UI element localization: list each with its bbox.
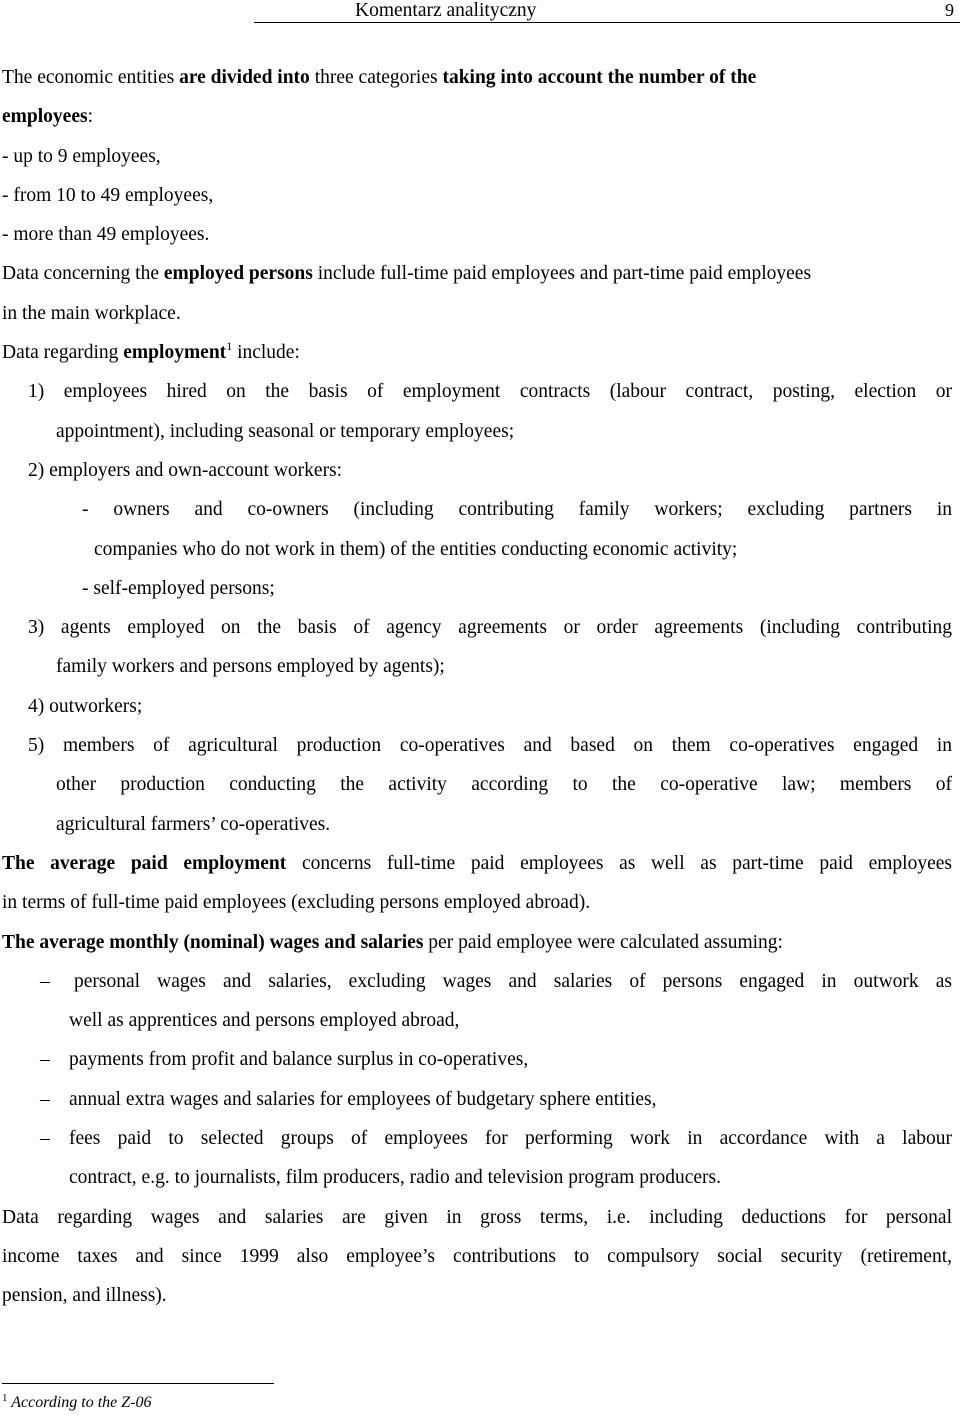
text-run: three categories bbox=[309, 67, 443, 88]
bold-text: The average monthly (nominal) wages and salaries bbox=[2, 931, 424, 953]
paragraph-line bbox=[2, 254, 952, 293]
paragraph-line: in terms of full-time paid employees (excluding persons employed abroad). bbox=[2, 892, 591, 914]
text-run: include: bbox=[232, 342, 300, 364]
dash-bullet: – bbox=[40, 1049, 50, 1071]
text-run: personal wages and salaries, excluding wages and salaries of persons engaged in outwork as bbox=[74, 970, 952, 992]
header-title: Komentarz analityczny bbox=[355, 0, 537, 21]
dash-bullet: – bbox=[40, 970, 50, 992]
footnote-reference[interactable]: 1 bbox=[226, 339, 233, 354]
sub-list-item: - self-employed persons; bbox=[82, 577, 275, 599]
text-run: Data concerning the bbox=[2, 263, 164, 285]
paragraph-line: in the main workplace. bbox=[2, 302, 181, 324]
list-item-continuation: other production conducting the activity according to the co-operative law; members of bbox=[56, 774, 952, 796]
paragraph-line bbox=[2, 923, 952, 962]
dash-bullet: – bbox=[40, 1128, 50, 1150]
sub-list-item-continuation: companies who do not work in them) of the entities conducting economic activity; bbox=[94, 538, 738, 560]
dash-list-item bbox=[2, 1040, 952, 1079]
document-body bbox=[2, 58, 952, 1316]
list-item: - up to 9 employees, bbox=[2, 145, 161, 167]
text-run: include full-time paid employees and part-time paid employees bbox=[312, 263, 812, 285]
dash-list-item bbox=[2, 962, 952, 1001]
footnote bbox=[2, 1394, 151, 1412]
list-item: - more than 49 employees. bbox=[2, 224, 210, 246]
dash-list-item-continuation: contract, e.g. to journalists, film producers, radio and television program producers. bbox=[69, 1167, 721, 1189]
page-header bbox=[0, 0, 960, 24]
bold-text: are divided into bbox=[179, 67, 310, 88]
list-item: 5) members of agricultural production co-operatives and based on them co-operatives engaged in bbox=[28, 735, 952, 757]
bold-text: employees bbox=[2, 106, 88, 128]
footnote-mark: 1 bbox=[2, 1392, 8, 1404]
bold-text: employed persons bbox=[163, 263, 313, 285]
paragraph-line bbox=[2, 97, 952, 136]
text-run: per paid employee were calculated assuming: bbox=[423, 931, 783, 953]
sub-list-item: - owners and co-owners (including contributing family workers; excluding partners in bbox=[82, 499, 952, 521]
list-item: 3) agents employed on the basis of agency agreements or order agreements (including contributing bbox=[28, 617, 952, 639]
list-item: 4) outworkers; bbox=[28, 695, 143, 717]
text-run: The economic entities bbox=[2, 67, 180, 88]
bold-text: The average paid employment bbox=[2, 852, 287, 874]
text-run: payments from profit and balance surplus in co-operatives, bbox=[69, 1049, 529, 1071]
text-run: : bbox=[87, 106, 93, 128]
paragraph-line: pension, and illness). bbox=[2, 1285, 167, 1307]
footnote-rule bbox=[2, 1383, 274, 1384]
list-item: 2) employers and own-account workers: bbox=[28, 459, 343, 481]
list-item-continuation: agricultural farmers’ co-operatives. bbox=[56, 813, 331, 835]
paragraph-line bbox=[2, 58, 952, 97]
dash-list-item bbox=[2, 1119, 952, 1158]
bold-text: taking into account the number of the bbox=[442, 67, 757, 88]
dash-list-item-continuation: well as apprentices and persons employed abroad, bbox=[69, 1010, 460, 1032]
paragraph-line: Data regarding wages and salaries are given in gross terms, i.e. including deductions for personal bbox=[2, 1206, 952, 1228]
header-rule bbox=[254, 22, 960, 23]
paragraph-line bbox=[2, 844, 952, 883]
dash-bullet: – bbox=[40, 1088, 50, 1110]
text-run: fees paid to selected groups of employees for performing work in accordance with a labour bbox=[69, 1128, 952, 1150]
text-run: concerns full-time paid employees as well as part-time paid employees bbox=[286, 852, 952, 874]
list-item: - from 10 to 49 employees, bbox=[2, 184, 214, 206]
text-run: Data regarding bbox=[2, 342, 124, 364]
paragraph-line bbox=[2, 333, 952, 372]
footnote-text: According to the Z-06 bbox=[7, 1394, 152, 1411]
dash-list-item bbox=[2, 1080, 952, 1119]
page-number: 9 bbox=[945, 0, 954, 20]
paragraph-line: income taxes and since 1999 also employee’s contributions to compulsory social security (retirement, bbox=[2, 1245, 952, 1267]
list-item: 1) employees hired on the basis of employment contracts (labour contract, posting, election or bbox=[28, 381, 952, 403]
list-item-continuation: appointment), including seasonal or temporary employees; bbox=[56, 420, 515, 442]
text-run: annual extra wages and salaries for employees of budgetary sphere entities, bbox=[69, 1088, 657, 1110]
bold-text: employment bbox=[123, 342, 227, 364]
list-item-continuation: family workers and persons employed by agents); bbox=[56, 656, 445, 678]
